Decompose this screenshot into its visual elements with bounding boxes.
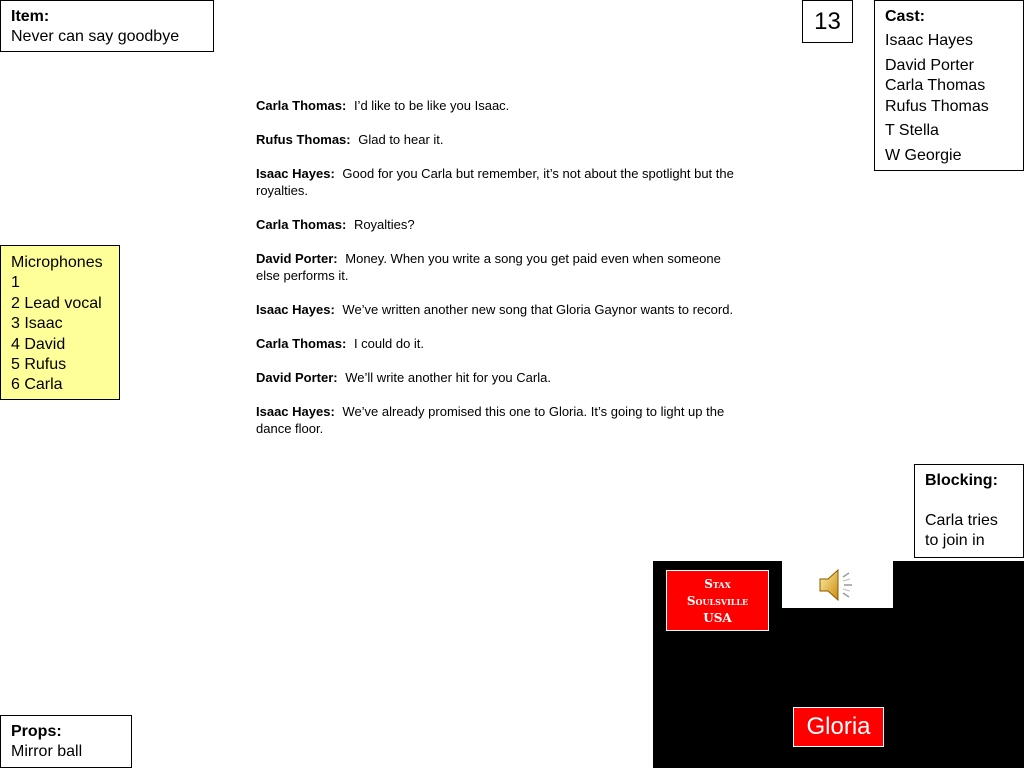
dialogue-line: [256, 131, 736, 148]
speaker-name: David Porter:: [256, 251, 338, 266]
stage-diagram: [653, 561, 1024, 768]
dialogue-text: We’ve written another new song that Gloria Gaynor wants to record.: [342, 302, 734, 317]
props-heading: Props:: [11, 723, 62, 740]
dialogue-text: We’ll write another hit for you Carla.: [345, 370, 551, 385]
speaker-name: Isaac Hayes:: [256, 166, 335, 181]
gloria-sign: Gloria: [793, 707, 884, 747]
dialogue-line: [256, 250, 736, 284]
microphone-item: 6 Carla: [11, 376, 63, 394]
dialogue-text: Glad to hear it.: [358, 132, 444, 147]
blocking-heading: Blocking:: [925, 472, 998, 489]
speaker-name: Carla Thomas:: [256, 98, 347, 113]
microphone-item: 2 Lead vocal: [11, 294, 102, 312]
speaker-name: Isaac Hayes:: [256, 404, 335, 419]
speaker-name: David Porter:: [256, 370, 338, 385]
speaker-icon[interactable]: [818, 567, 858, 603]
cast-member: Carla Thomas: [885, 77, 986, 94]
props-value: Mirror ball: [11, 743, 83, 760]
cast-member: W Georgie: [885, 146, 962, 164]
dialogue-line: [256, 369, 736, 386]
dialogue-text: Good for you Carla but remember, it’s not about the spotlight but the royalties.: [256, 166, 734, 198]
blocking-text: Carla tries to join in: [925, 512, 998, 549]
script-dialogue: [256, 97, 736, 454]
cast-member: T Stella: [885, 122, 939, 139]
blocking-box: [914, 464, 1024, 558]
speaker-name: Rufus Thomas:: [256, 132, 351, 147]
stax-sign-line: USA: [703, 611, 732, 625]
speaker-name: Carla Thomas:: [256, 336, 347, 351]
cast-heading: Cast:: [885, 8, 926, 25]
audio-panel: [782, 561, 893, 608]
speaker-name: Carla Thomas:: [256, 217, 347, 232]
microphone-item: 1: [11, 274, 20, 292]
microphone-item: 4 David: [11, 335, 66, 353]
cast-member: David Porter: [885, 56, 974, 74]
dialogue-line: [256, 97, 736, 114]
cast-box: [874, 0, 1024, 171]
dialogue-line: [256, 165, 736, 199]
dialogue-line: [256, 403, 736, 437]
speaker-name: Isaac Hayes:: [256, 302, 335, 317]
cast-member: Isaac Hayes: [885, 32, 974, 49]
dialogue-text: Royalties?: [353, 217, 415, 232]
microphone-item: 3 Isaac: [11, 315, 63, 333]
dialogue-line: [256, 216, 736, 233]
stax-sign-line: Soulsville: [686, 594, 749, 608]
microphones-box: [0, 245, 120, 400]
item-heading: Item:: [11, 8, 50, 25]
microphone-item: 5 Rufus: [11, 356, 67, 374]
cast-member: Rufus Thomas: [885, 97, 989, 115]
dialogue-text: I could do it.: [353, 336, 425, 351]
dialogue-text: Money. When you write a song you get paid even when someone else performs it.: [256, 251, 721, 283]
dialogue-line: [256, 335, 736, 352]
item-box: [0, 0, 214, 52]
page-number: 13: [802, 0, 853, 43]
dialogue-line: [256, 301, 736, 318]
item-value: Never can say goodbye: [11, 28, 180, 45]
props-box: [0, 715, 132, 768]
stax-sign: [666, 570, 769, 631]
dialogue-text: We’ve already promised this one to Gloria. It’s going to light up the dance floor.: [256, 404, 725, 436]
stax-sign-line: Stax: [704, 577, 731, 591]
dialogue-text: I’d like to be like you Isaac.: [353, 98, 510, 113]
microphones-heading: Microphones: [11, 254, 103, 271]
cast-list: [885, 31, 1013, 166]
